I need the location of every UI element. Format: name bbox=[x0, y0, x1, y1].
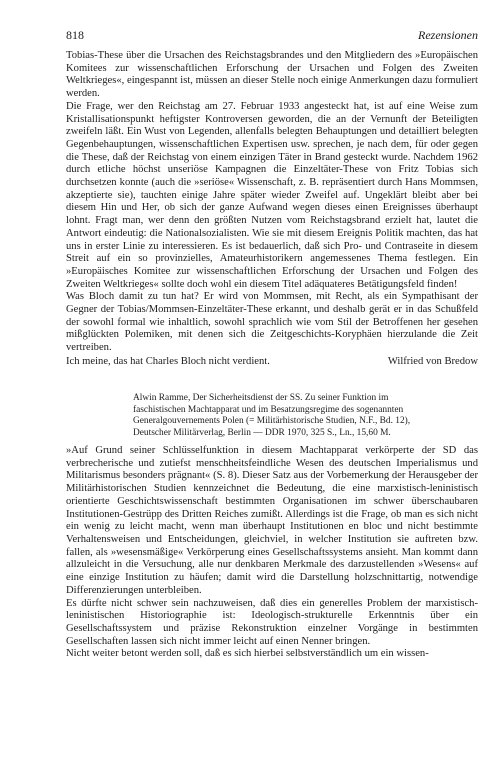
biblio-line: Alwin Ramme, Der Sicherheitsdienst der SS. Zu seiner Funktion im bbox=[133, 392, 389, 403]
biblio-line: Generalgouvernements Polen (= Militärhistorische Studien, N.F., Bd. 12), bbox=[133, 416, 411, 427]
reviewer-name: Wilfried von Bredow bbox=[387, 355, 478, 367]
biblio-line: faschistischen Machtapparat und im Besatzungsregime des sogenannten bbox=[133, 404, 404, 415]
running-head: Rezensionen bbox=[418, 28, 478, 42]
bibliographic-entry bbox=[133, 393, 478, 440]
page bbox=[66, 28, 478, 661]
review-1-body bbox=[66, 50, 478, 370]
signature-line bbox=[66, 356, 478, 370]
paragraph: Tobias-These über die Ursachen des Reichstagsbrandes und den Mitgliedern des »Europäischen Komitees zur wissenschaftlichen Erforschung der Ursachen und Folgen des Zweiten Weltkrieges«, eingespannt ist, müssen an dieser Stelle noch einige Anmerkungen dazu formuliert werden. bbox=[66, 50, 478, 100]
page-number: 818 bbox=[66, 28, 84, 42]
biblio-line: Deutscher Militärverlag, Berlin — DDR 1970, 325 S., Ln., 15,60 M. bbox=[133, 428, 391, 439]
closing-line: Ich meine, das hat Charles Bloch nicht verdient. bbox=[66, 355, 270, 367]
paragraph: Es dürfte nicht schwer sein nachzuweisen, daß dies ein generelles Problem der marxistisch-leninistischen Historiographie ist: Ideologisch-strukturelle Erkenntnis über ein Gesellschaftssystem und präzise Rekonstruktion einzelner Vorgänge in bestimmten Gesellschaften lassen sich nicht immer leicht auf einen Nenner bringen. bbox=[66, 597, 478, 647]
paragraph: Die Frage, wer den Reichstag am 27. Februar 1933 angesteckt hat, ist auf eine Weise zum Kristallisationspunkt heftigster Kontroversen geworden, die an der Vernunft der Beteiligten zweifeln läßt. Ein Wust von Legenden, allenfalls belegten Behauptungen und detailliert belegten Gegenbehauptungen, wissenschaftlichen Expertisen usw. sprechen, je nach dem, für oder gegen die These, daß der Reichstag von einem einzigen Täter in Brand gesteckt wurde. Nachdem 1962 durch etliche höchst unseriöse Kampagnen die Einzeltäter-These von Fritz Tobias sich durchsetzen konnte (auch die »seriöse« Wissenschaft, z. B. repräsentiert durch Hans Mommsen, akzeptierte sie), tauchten einige Jahre später wieder Zweifel auf. Ungeklärt bleibt aber bei diesem Hin und Her, ob sich der ganze Aufwand wegen dieses einen Ereignisses überhaupt lohnt. Fragt man, wer denn den größten Nutzen vom Reichstagsbrand erzielt hat, lautet die Antwort eindeutig: die Nationalsozialisten. Wie sie mit diesem Ereignis Politik machten, das hat uns in erster Linie zu interessieren. Es ist bedauerlich, daß sich Pro- und Contraseite in diesem Streit auf ein so provinzielles, Amateurhistorikern angemessenes Thema festlegen. Ein »Europäisches Komitee zur wissenschaftlichen Erforschung der Ursachen und Folgen des Zweiten Weltkrieges« sollte doch wohl ein diesem Titel adäquateres Betätigungsfeld finden! bbox=[66, 100, 478, 290]
paragraph: Was Bloch damit zu tun hat? Er wird von Mommsen, mit Recht, als ein Sympathisant der Gegner der Tobias/Mommsen-Einzeltäter-These erkannt, und deshalb gerät er in das Schußfeld der sowohl formal wie inhaltlich, sowohl sprachlich wie vom Stil der Betroffenen her gesehen mißglückten Polemiken, mit denen sich die Zeitgeschichts-Koryphäen hierzulande die Zeit vertreiben. bbox=[66, 291, 478, 354]
page-header bbox=[66, 28, 478, 50]
paragraph: Nicht weiter betont werden soll, daß es sich hierbei selbstverständlich um ein wissen- bbox=[66, 648, 429, 660]
review-2-body bbox=[66, 445, 478, 661]
paragraph: »Auf Grund seiner Schlüsselfunktion in diesem Machtapparat verkörperte der SD das verbrecherische und zutiefst menschheitsfeindliche Wesen des deutschen Imperialismus und Militarismus besonders prägnant« (S. 8). Dieser Satz aus der Vorbemerkung der Herausgeber der Militärhistorischen Studien kennzeichnet die Bedeutung, die eine marxistisch-leninistisch orientierte Geschichtswissenschaft bestimmten Organisationen im schwer überschaubaren Institutionen-Gestrüpp des Dritten Reiches zumißt. Allerdings ist die Frage, ob man es sich nicht ein wenig zu leicht macht, wenn man überhaupt Institutionen en bloc und nicht bestimmte Verhaltensweisen und Entscheidungen, gleichviel, in welcher Institution sie auftreten bzw. fallen, als »wesensmäßige« Verkörperung eines Gesellschaftssystems ansieht. Man kommt dann allzuleicht in die Versuchung, alle nur denkbaren Merkmale des darzustellenden »Wesens« auf eine einzige Institution zu häufen; damit wird die Darstellung holzschnittartig, notwendige Differenzierungen unterbleiben. bbox=[66, 445, 478, 596]
